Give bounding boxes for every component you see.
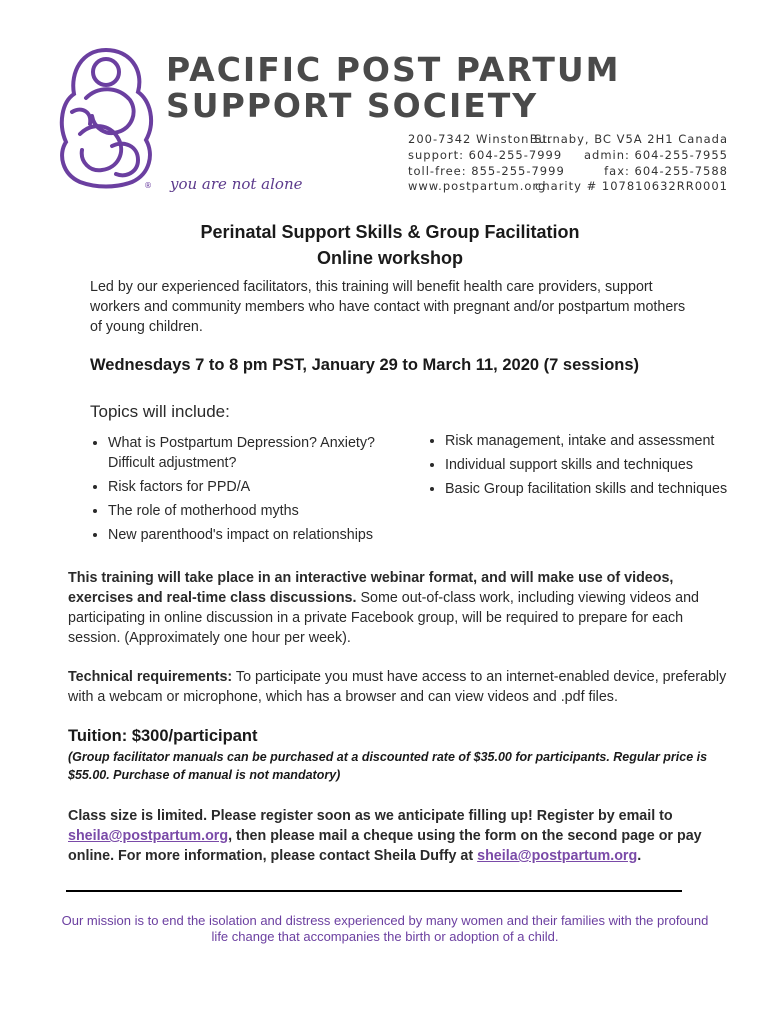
city: Burnaby, BC V5A 2H1 Canada (529, 132, 728, 146)
topics-heading: Topics will include: (90, 402, 230, 421)
schedule: Wednesdays 7 to 8 pm PST, January 29 to March 11, 2020 (7 sessions) (90, 356, 640, 374)
list-item: • Basic Group facilitation skills and techniques (445, 479, 745, 499)
format-bold-text: This training will take place in an interactive webinar format, and will make use of videos, exercises and real-time class discussions. (68, 570, 674, 606)
email-link[interactable]: sheila@postpartum.org (68, 828, 229, 844)
org-name-line1: PACIFIC POST PARTUM (166, 50, 621, 89)
support-phone: support: 604-255-7999 (408, 148, 563, 162)
page-title: Perinatal Support Skills & Group Facilitation (200, 222, 580, 242)
format-paragraph (68, 568, 708, 648)
tagline: you are not alone (170, 175, 303, 193)
register-text: , then please mail a cheque using the form on the second page or pay online. For more information, please contact Sheila Duffy at (68, 828, 702, 864)
topics-list-right (423, 431, 745, 503)
tech-text: To participate you must have access to an internet-enabled device, preferably with a webcam or microphone, which has a browser and can view videos and .pdf files. (68, 669, 727, 705)
list-item: • The role of motherhood myths (108, 501, 408, 521)
register-text: Class size is limited. Please register soon as we anticipate filling up! Register by email to (68, 808, 673, 824)
org-name-line2: SUPPORT SOCIETY (166, 86, 539, 125)
page-subtitle: Online workshop (316, 248, 463, 268)
website-link[interactable]: www.postpartum.org (408, 179, 547, 193)
list-item: • Risk management, intake and assessment (445, 431, 745, 451)
address: 200-7342 Winston St. (408, 132, 553, 146)
registration-info (68, 806, 708, 866)
list-item: • Risk factors for PPD/A (108, 477, 408, 497)
list-item: • What is Postpartum Depression? Anxiety? Difficult adjustment? (108, 433, 408, 473)
tuition-heading: Tuition: $300/participant (68, 727, 258, 745)
email-link[interactable]: sheila@postpartum.org (477, 848, 638, 864)
tech-label: Technical requirements: (68, 669, 233, 685)
divider (66, 890, 682, 892)
intro-paragraph: Led by our experienced facilitators, this training will benefit health care providers, support workers and community members who have contact with pregnant and/or postpartum mothers of young children. (90, 279, 686, 335)
society-logo-icon (52, 42, 160, 192)
charity-number: charity # 107810632RR0001 (535, 179, 728, 193)
tollfree-phone: toll-free: 855-255-7999 (408, 164, 565, 178)
svg-text:®: ® (144, 181, 152, 190)
topics-list-left (86, 433, 408, 549)
tuition-note: (Group facilitator manuals can be purchased at a discounted rate of $35.00 for participants. Regular price is $55.00. Purchase of manual is not mandatory) (68, 750, 708, 782)
list-item: • New parenthood's impact on relationships (108, 525, 408, 545)
tech-requirements (68, 667, 728, 707)
mission-statement: Our mission is to end the isolation and distress experienced by many women and their families with the profound life change that accompanies the birth or adoption of a child. (61, 913, 709, 944)
register-end: . (637, 848, 642, 864)
list-item: • Individual support skills and techniques (445, 455, 745, 475)
admin-phone: admin: 604-255-7955 (583, 148, 728, 162)
format-text: Some out-of-class work, including viewing videos and participating in online discussion in a private Facebook group, will be required to prepare for each session. (Approximately one hour per week). (68, 590, 699, 646)
fax: fax: 604-255-7588 (604, 164, 728, 178)
